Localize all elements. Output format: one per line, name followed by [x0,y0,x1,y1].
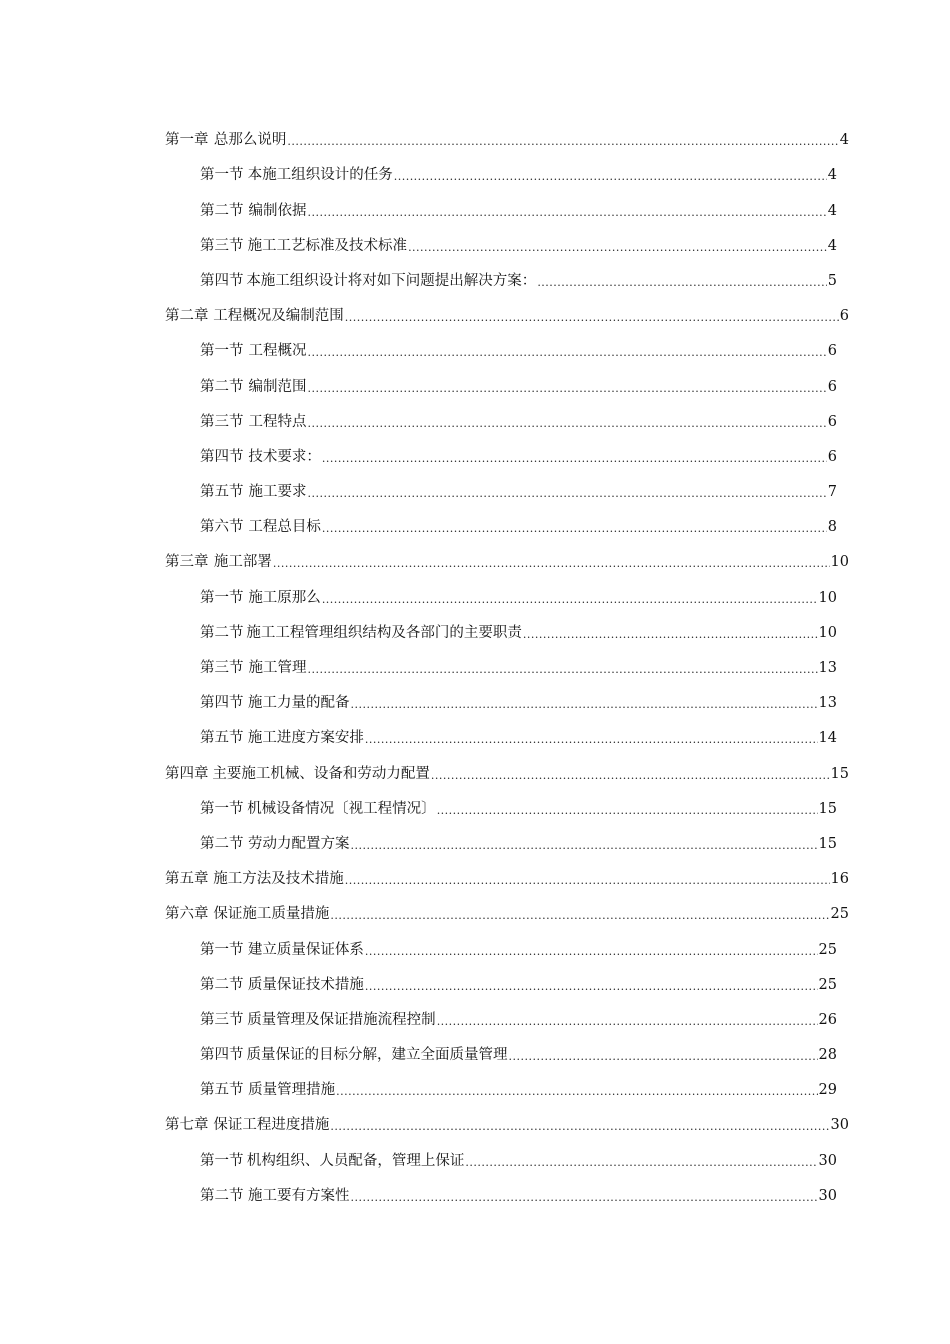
toc-entry-number: 第一节 [200,589,244,606]
toc-entry-page: 15 [830,765,849,782]
toc-entry-page: 15 [818,800,837,817]
dot-leader [330,1120,829,1134]
toc-entry-title: 质量管理措施 [248,1082,336,1099]
toc-entry[interactable] [0,155,950,190]
toc-entry-title: 技术要求： [248,448,321,465]
toc-entry-page: 4 [827,167,837,184]
toc-entry-number: 第四节 [200,1047,244,1064]
dot-leader [351,698,818,712]
toc-entry[interactable] [0,718,950,753]
toc-entry-number: 第三节 [200,237,244,254]
toc-entry[interactable] [0,120,950,155]
toc-entry[interactable] [0,261,950,296]
toc-entry-page: 30 [818,1187,837,1204]
toc-entry[interactable] [0,542,950,577]
toc-entry[interactable] [0,402,950,437]
toc-entry-page: 6 [827,413,837,430]
toc-entry[interactable] [0,296,950,331]
dot-leader [537,276,826,290]
toc-entry[interactable] [0,965,950,1000]
dot-leader [287,135,838,149]
toc-entry-title: 施工要求 [248,484,307,501]
toc-entry-page: 28 [818,1047,837,1064]
toc-entry-title: 机构组织、人员配备，管理上保证 [246,1152,465,1169]
toc-entry-title: 施工部署 [213,554,272,571]
toc-entry-title: 劳动力配置方案 [248,835,350,852]
toc-entry-number: 第三节 [200,413,244,430]
toc-entry-page: 6 [839,308,849,325]
toc-entry[interactable] [0,683,950,718]
toc-entry-page: 7 [827,484,837,501]
toc-entry-number: 第五节 [200,730,244,747]
dot-leader [408,241,827,255]
dot-leader [336,1085,817,1099]
toc-entry-page: 13 [818,660,837,676]
toc-entry-number: 第三章 [165,554,209,571]
toc-entry-number: 第三节 [200,660,244,676]
toc-entry-page: 10 [818,624,837,641]
dot-leader [345,874,830,888]
toc-entry[interactable] [0,1140,950,1175]
toc-entry-number: 第一节 [200,1152,244,1169]
toc-entry-page: 25 [818,941,837,958]
dot-leader [308,206,827,220]
toc-entry-title: 施工进度方案安排 [247,730,364,747]
toc-entry-number: 第二节 [200,835,244,852]
dot-leader [322,522,827,536]
toc-entry-number: 第四节 [200,272,244,289]
dot-leader [365,945,818,959]
toc-entry[interactable] [0,648,950,683]
toc-entry[interactable] [0,472,950,507]
toc-entry[interactable] [0,190,950,225]
toc-entry-number: 第三节 [200,1011,244,1028]
toc-entry-page: 16 [830,871,849,888]
toc-entry-title: 质量管理及保证措施流程控制 [247,1011,436,1028]
toc-entry-number: 第五章 [165,871,209,888]
toc-entry[interactable] [0,789,950,824]
dot-leader [308,346,827,360]
toc-entry-page: 6 [827,378,837,395]
toc-entry-title: 施工原那么 [248,589,321,606]
toc-entry-number: 第二节 [200,976,244,993]
dot-leader [431,769,830,783]
dot-leader [509,1050,818,1064]
toc-entry-title: 质量保证技术措施 [247,976,364,993]
toc-entry-title: 建立质量保证体系 [247,941,364,958]
dot-leader [308,417,827,431]
toc-entry-page: 25 [818,976,837,993]
toc-entry[interactable] [0,824,950,859]
toc-entry-page: 4 [827,202,837,219]
toc-entry[interactable] [0,437,950,472]
toc-entry-title: 保证工程进度措施 [213,1117,330,1134]
toc-entry-number: 第二章 [165,308,209,325]
toc-entry[interactable] [0,366,950,401]
toc-entry-page: 30 [818,1152,837,1169]
toc-entry-number: 第二节 [200,378,244,395]
dot-leader [437,804,818,818]
toc-entry-title: 施工方法及技术措施 [213,871,344,888]
toc-entry[interactable] [0,1070,950,1105]
dot-leader [365,980,818,994]
toc-entry-page: 4 [839,132,849,149]
toc-entry[interactable] [0,613,950,648]
toc-entry-number: 第一节 [200,941,244,958]
toc-entry-page: 14 [818,730,837,747]
dot-leader [308,382,827,396]
toc-entry-page: 6 [827,343,837,360]
dot-leader [351,1191,818,1205]
toc-entry-page: 8 [827,519,837,536]
toc-entry-title: 保证施工质量措施 [213,906,330,923]
toc-entry-title: 施工工程管理组织结构及各部门的主要职责 [246,624,522,641]
dot-leader [394,170,827,184]
toc-entry-page: 30 [830,1117,849,1134]
toc-entry[interactable] [0,1000,950,1035]
dot-leader [345,311,839,325]
toc-entry-number: 第一节 [200,167,244,184]
toc-entry[interactable] [0,1105,950,1140]
toc-entry-title: 机械设备情况〔视工程情况〕 [247,800,436,817]
toc-entry-number: 第二节 [200,1187,244,1204]
toc-entry-number: 第六章 [165,906,209,923]
toc-entry-page: 10 [818,589,837,606]
toc-entry[interactable] [0,929,950,964]
toc-entry-title: 施工管理 [248,660,307,676]
toc-entry-number: 第一章 [165,132,209,149]
toc-entry-title: 总那么说明 [213,132,287,149]
toc-entry-title: 编制范围 [248,378,307,395]
toc-entry-title: 质量保证的目标分解，建立全面质量管理 [246,1047,508,1064]
toc-entry-number: 第四章 [165,765,209,782]
toc-entry-page: 5 [827,272,837,289]
toc-entry-title: 本施工组织设计将对如下问题提出解决方案： [246,272,537,289]
toc-entry-number: 第一节 [200,800,244,817]
table-of-contents [0,120,950,1211]
toc-entry-title: 编制依据 [248,202,307,219]
toc-entry[interactable] [0,507,950,542]
toc-entry-title: 主要施工机械、设备和劳动力配置 [212,765,430,782]
toc-entry-title: 工程概况 [248,343,307,360]
toc-entry[interactable] [0,753,950,788]
toc-entry-number: 第二节 [200,624,244,641]
toc-entry-page: 6 [827,448,837,465]
toc-entry-page: 25 [830,906,849,923]
toc-entry-number: 第六节 [200,519,244,536]
toc-entry-title: 工程概况及编制范围 [213,308,344,325]
dot-leader [322,452,827,466]
toc-entry-title: 施工工艺标准及技术标准 [247,237,408,254]
toc-entry[interactable] [0,226,950,261]
dot-leader [523,628,818,642]
dot-leader [465,1156,817,1170]
dot-leader [351,839,818,853]
dot-leader [322,593,818,607]
toc-entry-number: 第一节 [200,343,244,360]
toc-entry-page: 26 [818,1011,837,1028]
toc-entry[interactable] [0,331,950,366]
dot-leader [330,909,829,923]
toc-entry[interactable] [0,1035,950,1070]
toc-entry-title: 本施工组织设计的任务 [247,167,393,184]
toc-entry-title: 施工力量的配备 [248,695,350,712]
toc-entry-number: 第五节 [200,484,244,501]
toc-entry-page: 29 [818,1082,837,1099]
toc-entry[interactable] [0,1176,950,1211]
toc-entry-title: 工程总目标 [248,519,321,536]
toc-entry-number: 第五节 [200,1082,244,1099]
toc-entry-page: 13 [818,695,837,712]
dot-leader [307,663,817,677]
toc-entry-title: 施工要有方案性 [248,1187,350,1204]
toc-entry-number: 第四节 [200,695,244,712]
toc-entry[interactable] [0,859,950,894]
toc-entry-title: 工程特点 [248,413,307,430]
toc-entry-page: 10 [830,554,849,571]
toc-entry[interactable] [0,894,950,929]
toc-entry-number: 第二节 [200,202,244,219]
dot-leader [437,1015,818,1029]
dot-leader [308,487,827,501]
toc-entry-page: 4 [827,237,837,254]
toc-entry-number: 第七章 [165,1117,209,1134]
dot-leader [365,733,818,747]
toc-entry-page: 15 [818,835,837,852]
dot-leader [273,557,830,571]
toc-entry-number: 第四节 [200,448,244,465]
toc-entry[interactable] [0,577,950,612]
